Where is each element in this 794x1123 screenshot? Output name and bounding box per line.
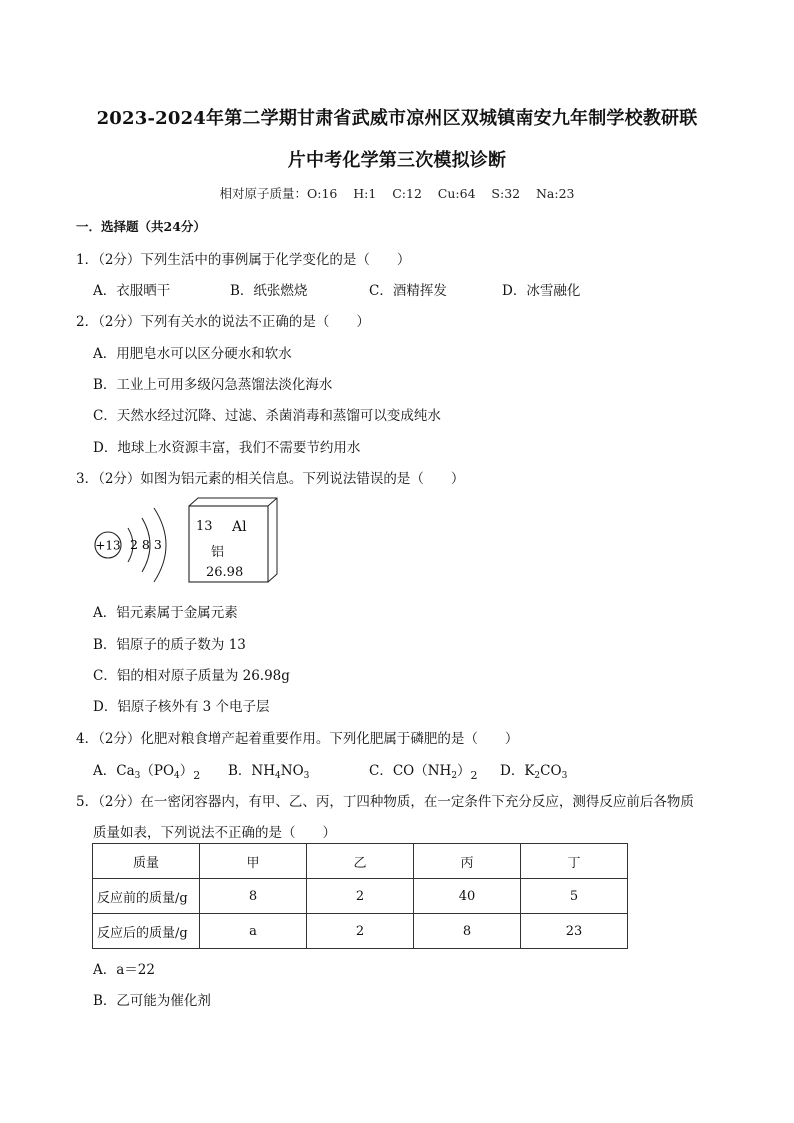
q2-option-b: B．工业上可用多级闪急蒸馏法淡化海水 [93, 377, 333, 393]
table-header-cell: 丁 [521, 844, 628, 879]
element-atomic-mass: 26.98 [206, 565, 244, 580]
element-symbol: Al [232, 519, 247, 535]
q4-option-a: A．$Ca_3(PO_4)_2$ [93, 763, 201, 782]
table-cell: 5 [521, 879, 628, 914]
table-cell: 23 [521, 914, 628, 949]
table-cell: 反应后的质量/g [93, 914, 200, 949]
table-header-cell: 丙 [414, 844, 521, 879]
q1-option-a: A．衣服晒干 [93, 283, 171, 299]
q3-option-b: B．铝原子的质子数为 13 [93, 637, 246, 653]
mass-data-table [92, 843, 628, 949]
q3-option-c: C．铝的相对原子质量为 26.98g [93, 668, 290, 684]
table-row [93, 879, 628, 914]
table-cell: 2 [307, 914, 414, 949]
atom-nucleus-label: +13 [95, 538, 121, 553]
aluminum-atom-structure-diagram [92, 494, 182, 590]
atom-shell-electrons: 2 8 3 [130, 537, 162, 552]
q1-option-c: C．酒精挥发 [369, 283, 447, 299]
question-3-stem: 3．（2分）如图为铝元素的相关信息。下列说法错误的是（ ） [76, 471, 465, 487]
q4-option-b: B．$NH_4NO_3$ [228, 763, 310, 781]
q5-option-b: B．乙可能为催化剂 [93, 993, 211, 1009]
table-cell: 8 [414, 914, 521, 949]
question-5-stem-line1: 5．（2分）在一密闭容器内，有甲、乙、丙，丁四种物质，在一定条件下充分反应，测得反应前后各物质 [76, 794, 694, 810]
table-cell: 40 [414, 879, 521, 914]
q5-option-a: A．a＝22 [93, 962, 155, 978]
table-cell: 反应前的质量/g [93, 879, 200, 914]
q4-option-c: C．$CO(NH_2)_2$ [369, 763, 478, 782]
element-name: 铝 [211, 545, 225, 560]
table-cell: 8 [200, 879, 307, 914]
atomic-masses-note: 相对原子质量：O:16 H:1 C:12 Cu:64 S:32 Na:23 [219, 186, 575, 201]
table-header-row [93, 844, 628, 879]
q2-option-d: D．地球上水资源丰富，我们不需要节约用水 [93, 440, 361, 456]
q1-option-b: B．纸张燃烧 [230, 283, 308, 299]
q3-option-d: D．铝原子核外有 3 个电子层 [93, 699, 270, 715]
table-header-cell: 甲 [200, 844, 307, 879]
question-1-stem: 1．（2分）下列生活中的事例属于化学变化的是（ ） [76, 252, 411, 268]
question-5-stem-line2: 质量如表，下列说法不正确的是（ ） [93, 825, 336, 841]
section-heading: 一．选择题（共24分） [76, 219, 206, 234]
table-header-cell: 乙 [307, 844, 414, 879]
question-2-stem: 2．（2分）下列有关水的说法不正确的是（ ） [76, 314, 370, 330]
q2-option-c: C．天然水经过沉降、过滤、杀菌消毒和蒸馏可以变成纯水 [93, 408, 441, 424]
table-cell: 2 [307, 879, 414, 914]
table-row [93, 914, 628, 949]
exam-title-line2: 片中考化学第三次模拟诊断 [287, 150, 507, 171]
q1-option-d: D．冰雪融化 [502, 283, 581, 299]
q3-option-a: A．铝元素属于金属元素 [93, 605, 238, 621]
table-header-cell: 质量 [93, 844, 200, 879]
q4-option-d: D．$K_2CO_3$ [500, 763, 568, 781]
q2-option-a: A．用肥皂水可以区分硬水和软水 [93, 346, 292, 362]
exam-title-line1: 2023-2024年第二学期甘肃省武威市凉州区双城镇南安九年制学校教研联 [96, 108, 698, 129]
table-cell: a [200, 914, 307, 949]
question-4-stem: 4．（2分）化肥对粮食增产起着重要作用。下列化肥属于磷肥的是（ ） [76, 731, 519, 747]
element-atomic-number: 13 [196, 519, 213, 534]
